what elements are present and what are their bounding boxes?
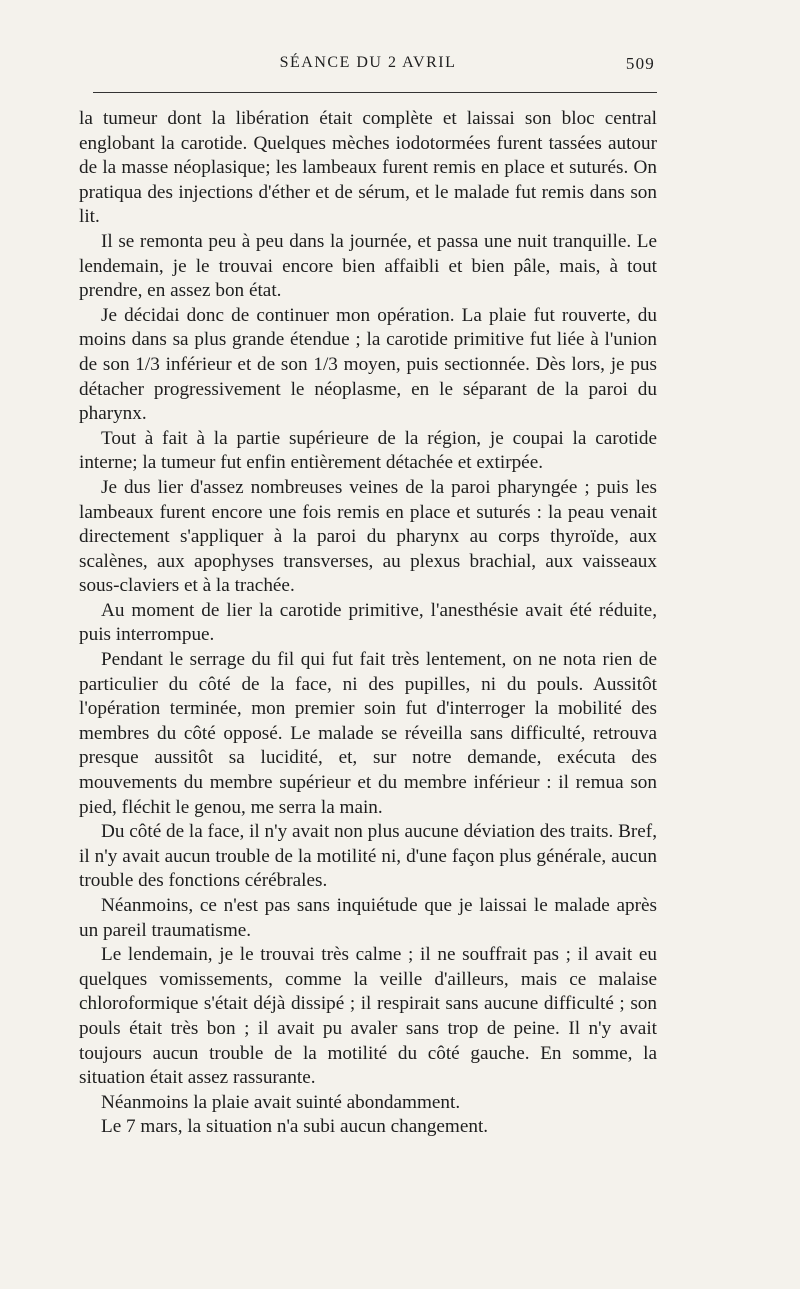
paragraph: Le lendemain, je le trouvai très calme ; il ne souffrait pas ; il avait eu quelques vomissements, comme la veille d'ailleurs, mais ce malaise chloroformique s'était déjà dissipé ; il respirait sans aucune difficulté ; son pouls était très bon ; il avait pu avaler sans trop de peine. Il n'y avait toujours aucun trouble de la motilité du côté gauche. En somme, la situation était assez rassurante. <box>79 944 657 1089</box>
paragraph: Pendant le serrage du fil qui fut fait très lentement, on ne nota rien de particulier du côté de la face, ni des pupilles, ni du pouls. Aussitôt l'opération terminée, mon premier soin fut d'interroger la mobilité des membres du côté opposé. Le malade se réveilla sans difficulté, retrouva presque aussitôt sa lucidité, et, sur notre demande, exécuta des mouvements du membre supérieur et du membre inférieur : il remua son pied, fléchit le genou, me serra la main. <box>79 649 657 818</box>
paragraph: Le 7 mars, la situation n'a subi aucun changement. <box>101 1116 489 1138</box>
paragraph: Néanmoins, ce n'est pas sans inquiétude que je laissai le malade après un pareil traumatisme. <box>79 895 657 941</box>
paragraph: Du côté de la face, il n'y avait non plus aucune déviation des traits. Bref, il n'y avait aucun trouble de la motilité ni, d'une façon plus générale, aucun trouble des fonctions cérébrales. <box>79 821 657 892</box>
paragraph: Néanmoins la plaie avait suinté abondamment. <box>101 1091 461 1113</box>
paragraph: Il se remonta peu à peu dans la journée, et passa une nuit tranquille. Le lendemain, je le trouvai encore bien affaibli et bien pâle, mais, à tout prendre, en assez bon état. <box>79 230 657 302</box>
paragraph: Au moment de lier la carotide primitive, l'anesthésie avait été réduite, puis interrompue. <box>79 599 657 646</box>
paragraph: Je dus lier d'assez nombreuses veines de la paroi pharyngée ; puis les lambeaux furent encore une fois remis en place et suturés : la peau venait directement s'appliquer à la paroi du pharynx au corps thyroïde, aux scalènes, aux apophyses transverses, au plexus brachial, aux vaisseaux sous-claviers et à la trachée. <box>79 476 657 597</box>
paragraph: Tout à fait à la partie supérieure de la région, je coupai la carotide interne; la tumeur fut enfin entièrement détachée et extirpée. <box>79 427 657 474</box>
book-page <box>79 48 657 1140</box>
body-text <box>79 107 657 1140</box>
running-title: SÉANCE DU 2 AVRIL <box>279 54 457 71</box>
header-rule <box>93 92 657 93</box>
paragraph: Je décidai donc de continuer mon opération. La plaie fut rouverte, du moins dans sa plus grande étendue ; la carotide primitive fut liée à l'union de son 1/3 inférieur et de son 1/3 moyen, puis sectionnée. Dès lors, je pus détacher progressivement le néoplasme, en le séparant de la paroi du pharynx. <box>79 304 657 425</box>
page-header <box>79 48 657 74</box>
paragraph: la tumeur dont la libération était complète et laissai son bloc central englobant la carotide. Quelques mèches iodotormées furent tassées autour de la masse néoplasique; les lambeaux furent remis en place et suturés. On pratiqua des injections d'éther et de sérum, et le malade fut remis dans son lit. <box>79 108 657 228</box>
page-number: 509 <box>625 54 655 73</box>
